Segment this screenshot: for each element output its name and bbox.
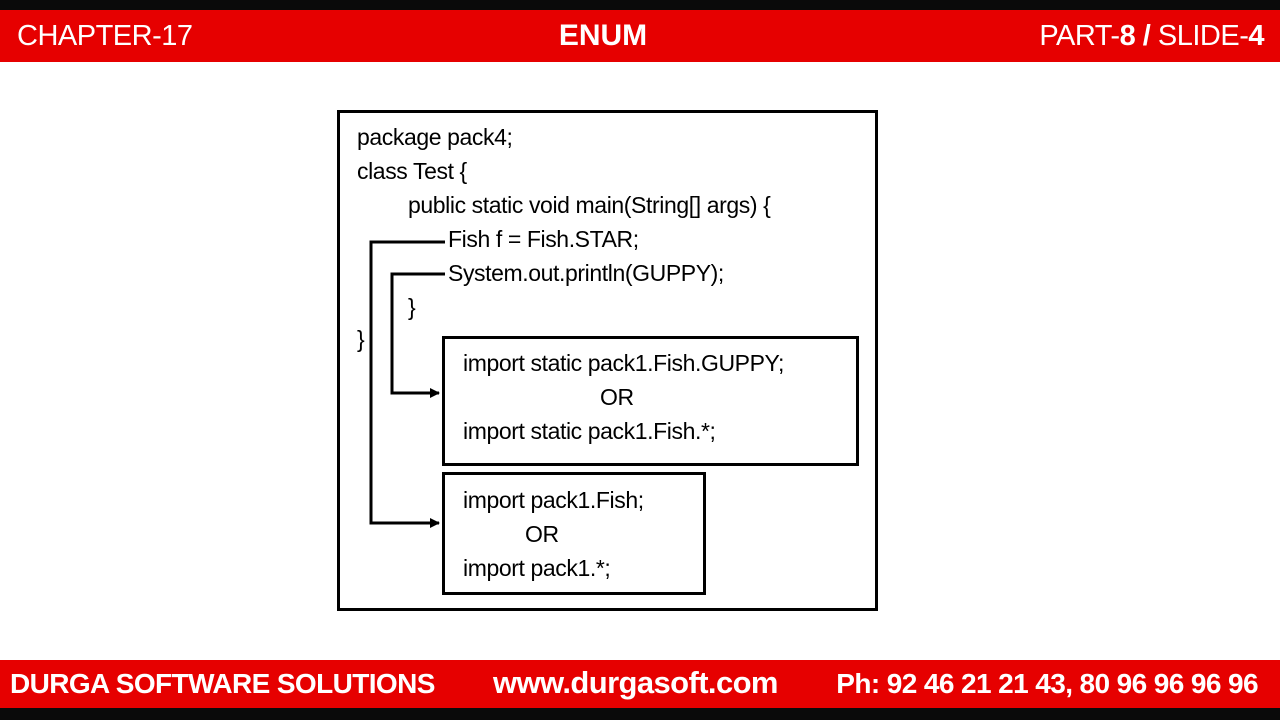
slide-title: ENUM	[558, 19, 648, 52]
company-name: DURGA SOFTWARE SOLUTIONS	[10, 668, 435, 699]
code-line-package: package pack4;	[357, 124, 513, 150]
normal-import-line-1: import pack1.Fish;	[463, 487, 644, 513]
phone-numbers: Ph: 92 46 21 21 43, 80 96 96 96 96	[836, 668, 1258, 699]
slide-prefix: SLIDE-	[1157, 20, 1249, 52]
code-line-class: class Test {	[357, 158, 467, 184]
chapter-label: CHAPTER-17	[17, 20, 193, 52]
part-separator: /	[1135, 20, 1158, 52]
code-line-close-method: }	[408, 294, 416, 320]
arrow-println-to-static-import	[392, 274, 445, 393]
code-line-main: public static void main(String[] args) {	[408, 192, 771, 218]
code-line-fish: Fish f = Fish.STAR;	[448, 226, 639, 252]
bottom-black-strip	[0, 708, 1280, 720]
static-import-line-2: import static pack1.Fish.*;	[463, 418, 716, 444]
static-import-or: OR	[600, 384, 634, 410]
code-line-println: System.out.println(GUPPY);	[448, 260, 724, 286]
normal-import-or: OR	[525, 521, 559, 547]
normal-import-line-2: import pack1.*;	[463, 555, 611, 581]
website-link: www.durgasoft.com	[493, 665, 778, 700]
static-import-line-1: import static pack1.Fish.GUPPY;	[463, 350, 784, 376]
footer-bar	[0, 660, 1280, 708]
part-number: 8	[1119, 20, 1136, 52]
part-prefix: PART-	[1039, 20, 1120, 52]
slide-number: 4	[1248, 20, 1264, 52]
arrow-fish-to-normal-import	[371, 242, 445, 523]
code-line-close-class: }	[357, 326, 365, 352]
